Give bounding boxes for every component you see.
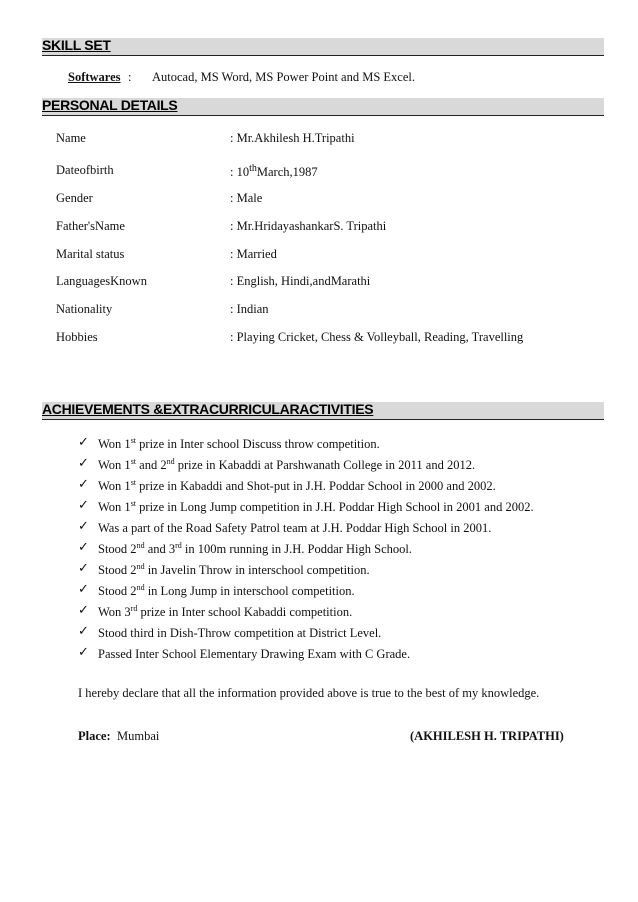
softwares-label: Softwares (68, 70, 121, 84)
detail-key: Name (56, 131, 86, 145)
detail-value: : English, Hindi,andMarathi (230, 274, 371, 288)
checkmark-icon: ✓ (78, 477, 89, 492)
signature-name: (AKHILESH H. TRIPATHI) (410, 729, 564, 743)
detail-key: LanguagesKnown (56, 274, 147, 288)
detail-key: Father'sName (56, 219, 125, 233)
checkmark-icon: ✓ (78, 582, 89, 597)
detail-row-gender (56, 191, 576, 207)
detail-key: Hobbies (56, 330, 98, 344)
checkmark-icon: ✓ (78, 645, 89, 660)
checkmark-icon: ✓ (78, 624, 89, 639)
checkmark-icon: ✓ (78, 435, 89, 450)
detail-row-nationality (56, 302, 576, 318)
checkmark-icon: ✓ (78, 540, 89, 555)
declaration-text: I hereby declare that all the information provided above is true to the best of my knowledge. (78, 686, 540, 700)
achievement-text: Was a part of the Road Safety Patrol team at J.H. Poddar High School in 2001. (98, 521, 492, 536)
personal-details-section-bar (42, 98, 604, 116)
detail-key: Marital status (56, 247, 125, 261)
achievement-text: Stood 2nd in Javelin Throw in interschool competition. (98, 562, 370, 578)
detail-row-dob (56, 163, 576, 179)
detail-key: Nationality (56, 302, 113, 316)
detail-value: : Male (230, 191, 263, 205)
achievement-text: Passed Inter School Elementary Drawing Exam with C Grade. (98, 647, 411, 662)
detail-value: : Mr.Akhilesh H.Tripathi (230, 131, 355, 145)
detail-row-father-name (56, 219, 576, 235)
detail-value: : 10thMarch,1987 (230, 163, 318, 180)
achievement-text: Won 1st prize in Inter school Discuss throw competition. (98, 436, 380, 452)
detail-value: : Indian (230, 302, 269, 316)
place-label: Place: (78, 729, 111, 743)
detail-key: Gender (56, 191, 93, 205)
softwares-colon: : (128, 70, 132, 84)
detail-key: Dateofbirth (56, 163, 114, 177)
achievement-text: Stood 2nd and 3rd in 100m running in J.H. Poddar High School. (98, 541, 413, 557)
achievement-text: Stood 2nd in Long Jump in interschool competition. (98, 583, 355, 599)
detail-value: : Married (230, 247, 277, 261)
checkmark-icon: ✓ (78, 456, 89, 471)
checkmark-icon: ✓ (78, 603, 89, 618)
detail-value: : Mr.HridayashankarS. Tripathi (230, 219, 387, 233)
personal-details-heading: PERSONAL DETAILS (42, 97, 178, 113)
place-value: Mumbai (117, 729, 160, 743)
detail-row-languages (56, 274, 576, 290)
detail-row-marital-status (56, 247, 576, 263)
checkmark-icon: ✓ (78, 498, 89, 513)
checkmark-icon: ✓ (78, 519, 89, 534)
softwares-value: Autocad, MS Word, MS Power Point and MS Excel. (152, 70, 415, 84)
achievement-text: Stood third in Dish-Throw competition at District Level. (98, 626, 382, 641)
achievement-text: Won 3rd prize in Inter school Kabaddi competition. (98, 604, 353, 620)
detail-row-name (56, 131, 576, 147)
achievement-text: Won 1st prize in Long Jump competition in J.H. Poddar High School in 2001 and 2002. (98, 499, 534, 515)
detail-row-hobbies (56, 330, 576, 346)
detail-value: : Playing Cricket, Chess & Volleyball, Reading, Travelling (230, 330, 524, 344)
skill-set-heading: SKILL SET (42, 37, 111, 53)
achievement-text: Won 1st and 2nd prize in Kabaddi at Parshwanath College in 2011 and 2012. (98, 457, 476, 473)
achievements-heading: ACHIEVEMENTS &EXTRACURRICULARACTIVITIES (42, 401, 374, 417)
checkmark-icon: ✓ (78, 561, 89, 576)
achievement-text: Won 1st prize in Kabaddi and Shot-put in J.H. Poddar School in 2000 and 2002. (98, 478, 496, 494)
achievements-section-bar (42, 402, 604, 420)
skill-set-section-bar (42, 38, 604, 56)
